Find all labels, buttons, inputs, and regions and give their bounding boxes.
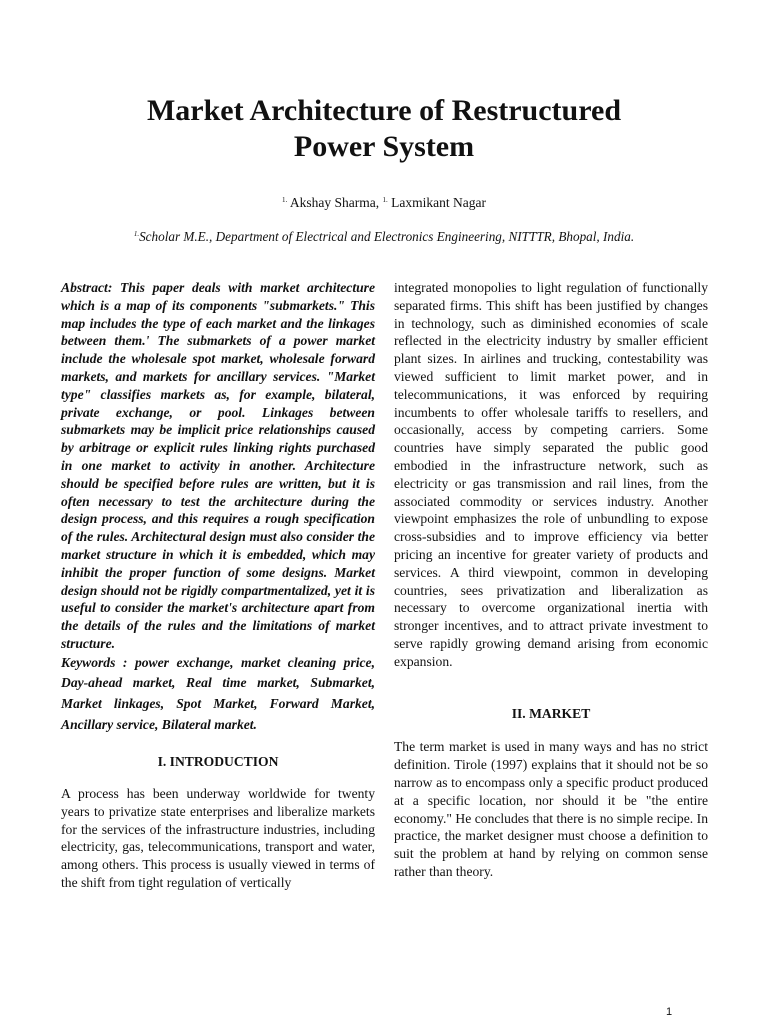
affiliation-text: Scholar M.E., Department of Electrical and Electronics Engineering, NITTTR, Bhopal, India.	[139, 229, 635, 244]
market-paragraph: The term market is used in many ways and has no strict definition. Tirole (1997) explains that it should not be so narrow as to encompass only a specific product produced at a specific location, nor should it be "the entire economy." He concludes that there is no simple recipe. In practice, the market designer must choose a definition to suit the problem at hand by relying on common sense rather than theory.	[394, 739, 708, 879]
keywords-paragraph: Keywords : power exchange, market cleaning price, Day-ahead market, Real time market, Submarket, Market linkages, Spot Market, Forward Market, Ancillary service, Bilateral market.	[61, 654, 375, 732]
right-column	[394, 279, 708, 881]
author-1-name: Akshay Sharma,	[289, 195, 380, 210]
page-number: 1	[666, 1006, 673, 1018]
introduction-paragraph: A process has been underway worldwide for twenty years to privatize state enterprises and liberalize markets for the services of the infrastructure industries, including electricity, gas, telecommunications, transport and water, among others. This process is usually viewed in terms of the shift from tight regulation of vertically	[61, 785, 375, 890]
left-column	[61, 279, 375, 892]
paper-title	[0, 93, 768, 165]
title-line-1: Market Architecture of Restructured	[146, 94, 622, 127]
title-line-2: Power System	[293, 130, 475, 163]
author-2-superscript: 1.	[382, 196, 388, 204]
abstract-paragraph: Abstract: This paper deals with market architecture which is a map of its components "submarkets." This map includes the type of each market and the linkages between them.' The submarkets of a power market include the wholesale spot market, wholesale forward markets, and markets for ancillary services. "Market type" classifies markets as, for example, bilateral, private exchange, or pool. Linkages between submarkets may be implicit price relationships caused by arbitrage or explicit rules linking rights purchased in one market to activity in another. Architecture should be specified before rules are written, but it is often necessary to test the architecture during the design process, and this requires a rough specification of the rules. Architectural design must also consider the market structure in which it is embedded, which may inhibit the proper function of some designs. Market design should not be rigidly compartmentalized, yet it is useful to consider the market's architecture apart from the details of the rules and the limitations of market structure.	[61, 280, 375, 651]
author-2-name: Laxmikant Nagar	[391, 195, 486, 210]
author-line	[0, 195, 768, 211]
affiliation-line	[0, 229, 768, 245]
introduction-continued-paragraph: integrated monopolies to light regulation of functionally separated firms. This shift has been justified by changes in technology, such as diminished economies of scale reflected in the electricity industry by smaller efficient plant sizes. In airlines and trucking, contestability was viewed sufficient to limit market power, and in telecommunications, it was enforced by requiring incumbents to offer wholesale tariffs to resellers, and occasionally, access by competing carriers. Some countries have simply separated the public good embodied in the infrastructure network, such as electricity or gas transmission and rail lines, from the associated commodity or services industry. Another viewpoint emphasizes the role of unbundling to expose cross-subsidies and to improve efficiency via better pricing an incentive for greater variety of products and services. A third viewpoint, common in developing countries, sees privatization and liberalization as necessary to overcome organizational inertia with stronger incentives, and to attract private investment to serve rapidly growing demand arising from economic expansion.	[394, 280, 708, 669]
affiliation-superscript: 1.	[133, 230, 140, 238]
market-heading: II. MARKET	[511, 705, 591, 721]
introduction-heading: I. INTRODUCTION	[157, 754, 279, 770]
author-1-superscript: 1.	[282, 196, 288, 204]
